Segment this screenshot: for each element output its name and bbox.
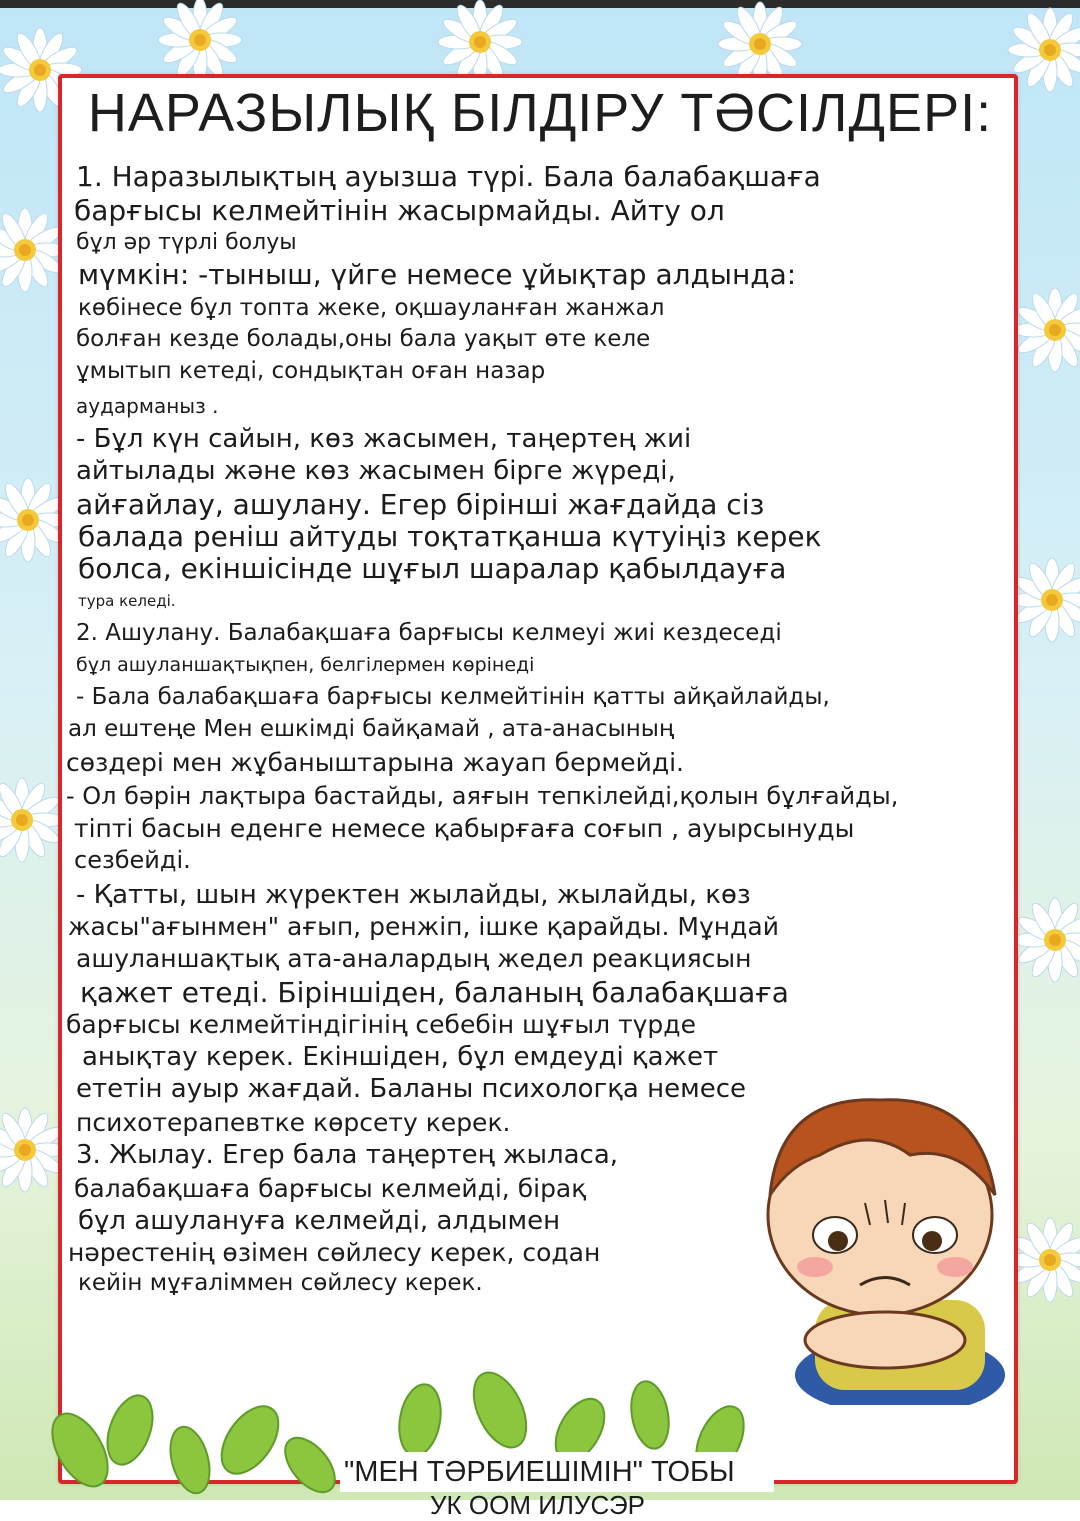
text-line: бұл ашуланшақтықпен, белгілермен көрінеді [76,654,535,676]
footer-sublabel: УК ООМ ИЛУСЭР [430,1490,645,1520]
text-line: ұмытып кетеді, сондықтан оған назар [76,358,546,384]
text-line: ететін ауыр жағдай. Баланы психологқа немесе [76,1074,747,1104]
text-line: мүмкін: -тыныш, үйге немесе ұйықтар алдында: [78,258,797,291]
text-line: көбінесе бұл топта жеке, оқшауланған жанжал [78,295,665,321]
text-line: жасы"ағынмен" ағып, ренжіп, ішке қарайды. Мұндай [68,912,779,941]
sad-boy-illustration [760,1085,1010,1405]
text-line: айғайлау, ашулану. Егер бірінші жағдайда сіз [76,488,765,521]
text-line: болған кезде болады,оны бала уақыт өте келе [76,326,651,352]
text-line: анықтау керек. Екіншіден, бұл емдеуді қажет [82,1042,719,1072]
text-line: балада реніш айтуды тоқтатқанша күтуіңіз керек [78,520,822,553]
text-line: бұл ашулануға келмейді, алдымен [78,1206,561,1236]
text-line: болса, екіншісінде шұғыл шаралар қабылдауға [78,552,787,585]
text-line: 2. Ашулану. Балабақшаға барғысы келмеуі жиі кездеседі [76,620,782,646]
text-line: сөздері мен жұбаныштарына жауап бермейді. [66,748,684,777]
text-line: кейін мұғаліммен сөйлесу керек. [78,1270,483,1296]
text-line: айтылады және көз жасымен бірге жүреді, [76,456,676,486]
page-title: НАРАЗЫЛЫҚ БІЛДІРУ ТӘСІЛДЕРІ: [87,83,993,143]
text-line: - Бала балабақшаға барғысы келмейтінін қатты айқайлайды, [76,684,830,710]
text-line: ал ештеңе Мен ешкімді байқамай , ата-анасының [68,716,675,742]
text-line: бұл әр түрлі болуы [76,230,297,255]
text-line: нәрестенің өзімен сөйлесу керек, содан [68,1238,601,1267]
footer-label: "МЕН ТӘРБИЕШІМІН" ТОБЫ [340,1452,774,1492]
text-line: - Қатты, шын жүректен жылайды, жылайды, көз [76,880,751,910]
text-line: балабақшаға барғысы келмейді, бірақ [74,1174,587,1203]
text-line: қажет етеді. Біріншіден, баланың балабақшаға [80,976,789,1009]
text-line: тура келеді. [78,592,176,610]
text-line: - Бұл күн сайын, көз жасымен, таңертең жиі [76,424,692,454]
text-line: сезбейді. [74,846,191,874]
text-line: ашуланшақтық ата-аналардың жедел реакциясын [76,944,752,973]
text-line: тіпті басын еденге немесе қабырғаға соғып , ауырсынуды [74,814,855,843]
text-line: барғысы келмейтіндігінің себебін шұғыл түрде [66,1010,696,1039]
text-line: 1. Наразылықтың ауызша түрі. Бала балабақшаға [76,160,821,193]
text-line: аударманыз . [76,394,219,418]
text-line: психотерапевтке көрсету керек. [76,1108,511,1137]
text-line: 3. Жылау. Егер бала таңертең жыласа, [76,1140,619,1170]
text-line: барғысы келмейтінін жасырмайды. Айту ол [74,194,725,227]
text-line: - Ол бәрін лақтыра бастайды, аяғын тепкілейді,қолын бұлғайды, [66,782,899,810]
